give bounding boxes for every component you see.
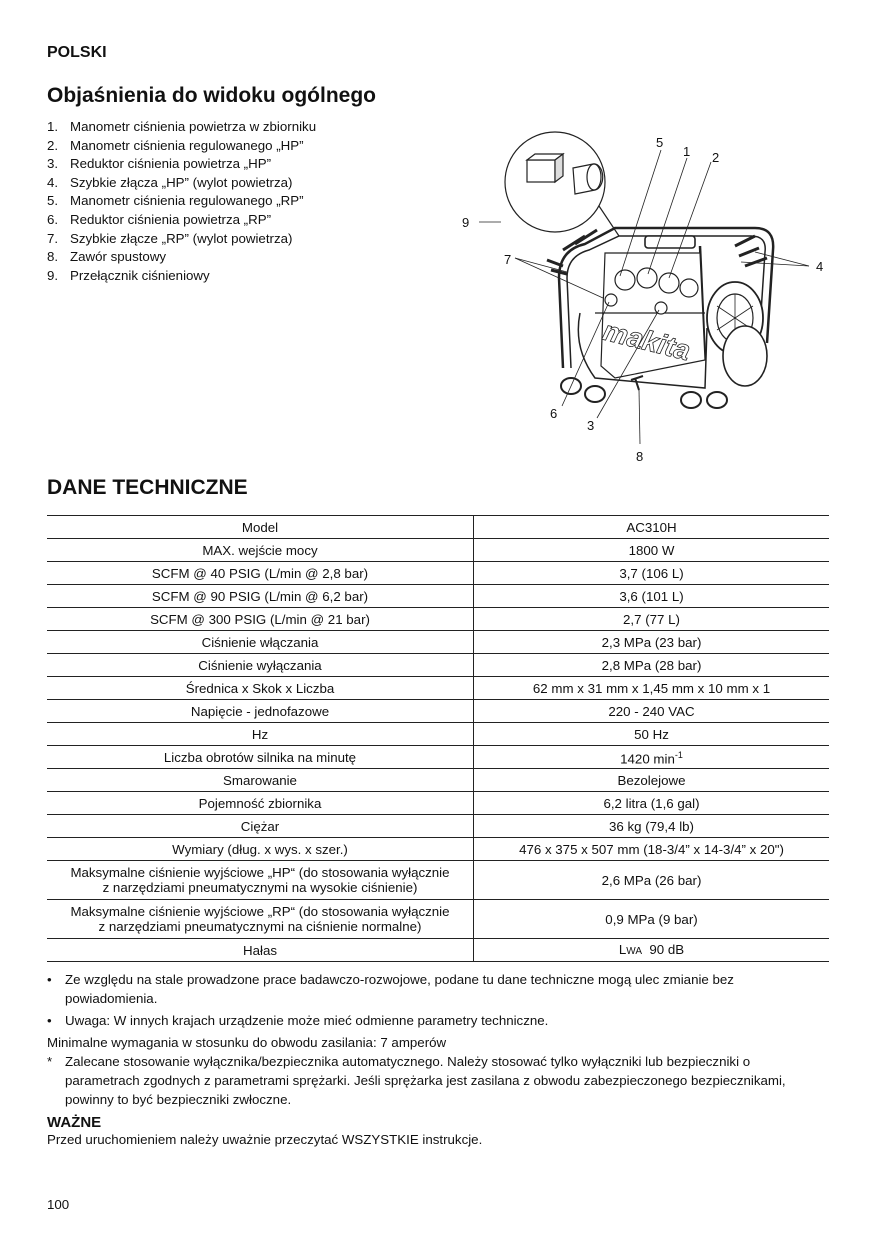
- spec-value: 220 - 240 VAC: [474, 700, 830, 723]
- spec-value: 6,2 litra (1,6 gal): [474, 792, 830, 815]
- spec-label: Pojemność zbiornika: [47, 792, 474, 815]
- spec-value: 3,7 (106 L): [474, 562, 830, 585]
- list-item: [47, 118, 316, 137]
- table-row: [47, 815, 829, 838]
- callout-label: 6: [550, 406, 558, 421]
- table-row: [47, 746, 829, 769]
- table-row: [47, 939, 829, 962]
- table-row: [47, 677, 829, 700]
- spec-value: 1420 min: [620, 751, 675, 767]
- list-item: [47, 248, 316, 267]
- page-number: 100: [47, 1197, 70, 1212]
- spec-label: SCFM @ 90 PSIG (L/min @ 6,2 bar): [47, 585, 474, 608]
- callout-label: 9: [462, 215, 470, 230]
- table-row: [47, 861, 829, 900]
- spec-value: 476 x 375 x 507 mm (18-3/4” x 14-3/4” x 20"): [474, 838, 830, 861]
- spec-label: Średnica x Skok x Liczba: [47, 677, 474, 700]
- table-row: [47, 769, 829, 792]
- spec-value: 2,3 MPa (23 bar): [474, 631, 830, 654]
- spec-value: 1800 W: [474, 539, 830, 562]
- table-row: [47, 631, 829, 654]
- list-item: [47, 267, 316, 286]
- noise-symbol: L: [618, 941, 627, 957]
- language-header: POLSKI: [47, 44, 107, 61]
- spec-value: 62 mm x 31 mm x 1,45 mm x 10 mm x 1: [474, 677, 830, 700]
- specs-title: DANE TECHNICZNE: [47, 476, 248, 499]
- callout-label: 2: [712, 150, 720, 165]
- item-text: Szybkie złącza „HP” (wylot powietrza): [70, 174, 293, 190]
- note-text: Uwaga: W innych krajach urządzenie może mieć odmienne parametry techniczne.: [65, 1013, 549, 1028]
- important-title: WAŻNE: [47, 1114, 102, 1131]
- spec-label: Ciśnienie włączania: [47, 631, 474, 654]
- spec-label-cell: [47, 861, 474, 900]
- table-row: [47, 654, 829, 677]
- spec-value: 2,7 (77 L): [474, 608, 830, 631]
- spec-label: Napięcie - jednofazowe: [47, 700, 474, 723]
- spec-label: MAX. wejście mocy: [47, 539, 474, 562]
- spec-label: Wymiary (dług. x wys. x szer.): [47, 838, 474, 861]
- spec-label: Liczba obrotów silnika na minutę: [47, 746, 474, 769]
- list-item: [47, 192, 316, 211]
- spec-label: Maksymalne ciśnienie wyjściowe „RP“ (do stosowania wyłącznie: [70, 904, 450, 919]
- pressure-switch-icon: [527, 154, 603, 194]
- table-row: [47, 700, 829, 723]
- spec-label-line2: z narzędziami pneumatycznymi na wysokie ciśnienie): [102, 880, 418, 895]
- spec-label: Hałas: [47, 939, 474, 962]
- spec-label-cell: [47, 900, 474, 939]
- spec-label: SCFM @ 40 PSIG (L/min @ 2,8 bar): [47, 562, 474, 585]
- item-number: 7.: [47, 230, 59, 246]
- figure-brand-text: makita: [599, 314, 694, 367]
- compressor-figure: [455, 128, 835, 466]
- list-item: [47, 174, 316, 193]
- note-star: [47, 1052, 817, 1109]
- item-text: Manometr ciśnienia regulowanego „HP”: [70, 137, 304, 153]
- item-text: Przełącznik ciśnieniowy: [70, 267, 210, 283]
- compressor-body-icon: [547, 228, 773, 408]
- item-text: Reduktor ciśnienia powietrza „HP”: [70, 156, 272, 172]
- spec-label: Smarowanie: [47, 769, 474, 792]
- spec-label: Ciężar: [47, 815, 474, 838]
- overview-title: Objaśnienia do widoku ogólnego: [47, 84, 377, 107]
- specs-table: [47, 515, 829, 962]
- table-row: [47, 723, 829, 746]
- spec-label: SCFM @ 300 PSIG (L/min @ 21 bar): [47, 608, 474, 631]
- table-row: [47, 792, 829, 815]
- item-number: 2.: [47, 137, 59, 153]
- callout-label: 5: [656, 135, 664, 150]
- callout-label: 7: [504, 252, 512, 267]
- notes: [47, 970, 817, 1112]
- parts-legend: [47, 118, 316, 285]
- min-requirement: Minimalne wymagania w stosunku do obwodu zasilania: 7 amperów: [47, 1035, 447, 1050]
- spec-value-exponent: -1: [674, 749, 683, 760]
- table-row: [47, 900, 829, 939]
- spec-value: 2,8 MPa (28 bar): [474, 654, 830, 677]
- item-number: 1.: [47, 119, 59, 134]
- spec-value: 3,6 (101 L): [474, 585, 830, 608]
- table-row: [47, 539, 829, 562]
- bullet-mark: •: [47, 1013, 52, 1028]
- note-bullet: [47, 1011, 817, 1030]
- item-number: 8.: [47, 249, 59, 265]
- spec-label: Model: [47, 516, 474, 539]
- spec-value: 90 dB: [649, 941, 685, 957]
- table-row: [47, 608, 829, 631]
- bullet-mark: •: [47, 972, 52, 987]
- table-row: [47, 562, 829, 585]
- spec-label: Ciśnienie wyłączania: [47, 654, 474, 677]
- item-number: 3.: [47, 156, 59, 172]
- callout-label: 1: [683, 144, 691, 159]
- spec-label: Maksymalne ciśnienie wyjściowe „HP“ (do stosowania wyłącznie: [70, 865, 450, 880]
- table-row: [47, 516, 829, 539]
- spec-value: Bezolejowe: [474, 769, 830, 792]
- spec-value: AC310H: [474, 516, 830, 539]
- note-text: Ze względu na stale prowadzone prace badawczo-rozwojowe, podane tu dane techniczne mogą ulec zmianie bez powiadomienia.: [65, 972, 734, 1006]
- spec-value: 0,9 MPa (9 bar): [474, 900, 830, 939]
- item-number: 5.: [47, 193, 59, 209]
- table-row: [47, 585, 829, 608]
- note-bullet: [47, 970, 817, 1008]
- item-text: Manometr ciśnienia regulowanego „RP”: [70, 193, 304, 209]
- item-text: Zawór spustowy: [70, 249, 167, 265]
- star-mark: *: [47, 1054, 53, 1069]
- spec-value: 2,6 MPa (26 bar): [474, 861, 830, 900]
- spec-value-cell: [474, 746, 830, 769]
- table-row: [47, 838, 829, 861]
- list-item: [47, 230, 316, 249]
- spec-value-cell: [474, 939, 830, 962]
- item-text: Reduktor ciśnienia powietrza „RP”: [70, 211, 272, 227]
- spec-value: 36 kg (79,4 lb): [474, 815, 830, 838]
- list-item: [47, 137, 316, 156]
- note-text: Zalecane stosowanie wyłącznika/bezpiecznika automatycznego. Należy stosować tylko wyłączniki lub bezpieczniki o parametrach zgodnych z parametrami sprężarki. Jeśli sprężarka jest zasilana z obwodu zabezpieczonego bezpiecznikami, powinny to być bezpieczniki zwłoczne.: [65, 1054, 786, 1107]
- item-text: Manometr ciśnienia powietrza w zbiorniku: [70, 119, 317, 134]
- callout-label: 8: [636, 449, 644, 464]
- callout-label: 4: [816, 259, 824, 274]
- spec-value: 50 Hz: [474, 723, 830, 746]
- spec-label-line2: z narzędziami pneumatycznymi na ciśnienie normalne): [98, 919, 422, 934]
- item-number: 6.: [47, 211, 59, 227]
- list-item: [47, 211, 316, 230]
- callout-label: 3: [587, 418, 595, 433]
- noise-symbol-sub: WA: [626, 945, 642, 957]
- spec-label: Hz: [47, 723, 474, 746]
- item-number: 4.: [47, 174, 59, 190]
- item-number: 9.: [47, 267, 59, 283]
- important-text: Przed uruchomieniem należy uważnie przeczytać WSZYSTKIE instrukcje.: [47, 1132, 483, 1147]
- item-text: Szybkie złącze „RP” (wylot powietrza): [70, 230, 293, 246]
- list-item: [47, 155, 316, 174]
